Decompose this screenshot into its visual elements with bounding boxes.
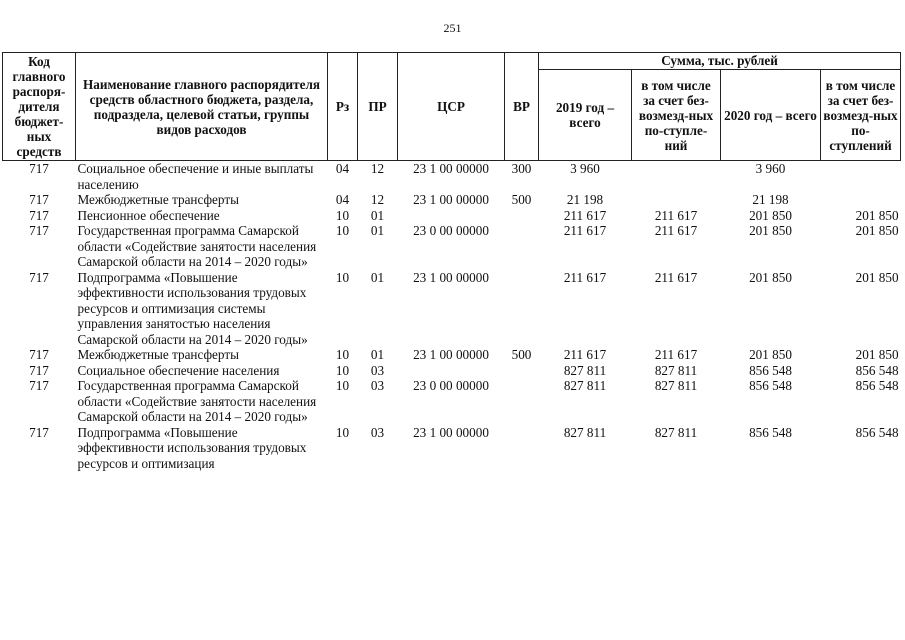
header-2020-total: 2020 год – всего bbox=[721, 70, 821, 161]
table-row bbox=[3, 192, 901, 208]
table-body bbox=[3, 161, 901, 472]
cell-2020-total: 856 548 bbox=[749, 424, 792, 440]
table-row bbox=[3, 347, 901, 363]
cell-2019-total: 211 617 bbox=[563, 207, 607, 223]
cell-2019-total: 211 617 bbox=[563, 223, 607, 238]
cell-pr: 12 bbox=[370, 192, 385, 207]
cell-rz: 10 bbox=[335, 207, 350, 223]
cell-vr bbox=[505, 363, 539, 379]
header-pr: ПР bbox=[358, 53, 398, 161]
cell-2019-total: 211 617 bbox=[563, 269, 607, 285]
cell-vr bbox=[505, 223, 539, 270]
cell-2020-gratuitous: 201 850 bbox=[855, 347, 899, 362]
cell-2020-total: 201 850 bbox=[749, 347, 792, 362]
cell-name: Межбюджетные трансферты bbox=[77, 347, 239, 362]
cell-2020-total: 21 198 bbox=[752, 192, 789, 207]
cell-code: 717 bbox=[29, 269, 49, 285]
cell-pr: 01 bbox=[370, 223, 385, 238]
cell-name: Государственная программа Самарской области «Содействие занятости населения Самарской области на 2014 – 2020 годы» bbox=[77, 223, 317, 269]
cell-rz: 10 bbox=[335, 269, 350, 285]
cell-2020-gratuitous: 856 548 bbox=[855, 424, 899, 440]
cell-pr: 03 bbox=[370, 362, 385, 378]
cell-name: Социальное обеспечение населения bbox=[77, 362, 280, 378]
header-2019-gratuitous: в том числе за счет без-возмезд-ных по-ступле-ний bbox=[632, 70, 721, 161]
cell-code: 717 bbox=[29, 207, 49, 223]
cell-pr: 01 bbox=[370, 207, 385, 223]
cell-2020-total: 201 850 bbox=[749, 269, 792, 285]
cell-2020-gratuitous: 201 850 bbox=[855, 207, 899, 223]
table-row bbox=[3, 270, 901, 348]
cell-code: 717 bbox=[29, 192, 49, 207]
cell-2020-gratuitous: 201 850 bbox=[855, 269, 899, 285]
cell-csr: 23 0 00 00000 bbox=[413, 378, 489, 393]
header-sum: Сумма, тыс. рублей bbox=[539, 53, 901, 70]
cell-2020-total: 3 960 bbox=[755, 161, 786, 176]
table-row bbox=[3, 378, 901, 425]
cell-vr: 300 bbox=[511, 161, 532, 176]
cell-code: 717 bbox=[29, 223, 49, 238]
cell-rz: 10 bbox=[335, 378, 350, 393]
cell-vr: 500 bbox=[511, 192, 532, 207]
cell-csr bbox=[398, 363, 505, 379]
cell-2019-gratuitous: 211 617 bbox=[654, 223, 698, 238]
cell-vr bbox=[505, 378, 539, 425]
cell-code: 717 bbox=[29, 347, 49, 362]
page-number: 251 bbox=[443, 21, 462, 35]
cell-name: Межбюджетные трансферты bbox=[77, 192, 239, 207]
cell-pr: 01 bbox=[370, 269, 385, 285]
cell-2019-gratuitous: 211 617 bbox=[654, 269, 698, 285]
cell-2019-total: 827 811 bbox=[563, 362, 607, 378]
table-row bbox=[3, 223, 901, 270]
cell-2020-total: 856 548 bbox=[749, 378, 792, 393]
cell-pr: 12 bbox=[370, 161, 385, 176]
cell-csr bbox=[398, 208, 505, 224]
cell-vr: 500 bbox=[511, 347, 532, 362]
cell-2020-total: 201 850 bbox=[749, 207, 792, 223]
cell-2019-total: 21 198 bbox=[566, 192, 604, 207]
cell-2019-gratuitous bbox=[632, 161, 721, 193]
table-row bbox=[3, 425, 901, 472]
cell-2020-gratuitous: 856 548 bbox=[855, 362, 899, 378]
cell-pr: 01 bbox=[370, 347, 385, 362]
cell-csr: 23 0 00 00000 bbox=[413, 223, 489, 238]
cell-csr: 23 1 00 00000 bbox=[413, 192, 489, 207]
cell-name: Государственная программа Самарской области «Содействие занятости населения Самарской области на 2014 – 2020 годы» bbox=[77, 378, 317, 424]
table-row bbox=[3, 363, 901, 379]
header-rz: Рз bbox=[328, 53, 358, 161]
cell-vr bbox=[505, 270, 539, 348]
cell-2019-total: 827 811 bbox=[563, 424, 607, 440]
cell-name: Подпрограмма «Повышение эффективности использования трудовых ресурсов и оптимизация bbox=[77, 424, 307, 471]
cell-csr: 23 1 00 00000 bbox=[413, 424, 489, 440]
cell-vr bbox=[505, 208, 539, 224]
cell-csr: 23 1 00 00000 bbox=[413, 161, 489, 176]
cell-rz: 10 bbox=[335, 223, 350, 238]
header-name: Наименование главного распорядителя средств областного бюджета, раздела, подраздела, целевой статьи, группы видов расходов bbox=[76, 53, 328, 161]
cell-code: 717 bbox=[29, 378, 49, 393]
header-2020-gratuitous: в том числе за счет без-возмезд-ных по-ступлений bbox=[821, 70, 901, 161]
cell-pr: 03 bbox=[370, 424, 385, 440]
cell-rz: 10 bbox=[335, 362, 350, 378]
cell-name: Социальное обеспечение и иные выплаты населению bbox=[77, 161, 314, 192]
cell-name: Пенсионное обеспечение bbox=[77, 207, 220, 223]
table-row bbox=[3, 161, 901, 193]
cell-2019-gratuitous: 211 617 bbox=[654, 347, 698, 362]
cell-rz: 04 bbox=[335, 192, 350, 207]
cell-2019-gratuitous: 827 811 bbox=[654, 362, 698, 378]
table-row bbox=[3, 208, 901, 224]
cell-2019-total: 827 811 bbox=[563, 378, 607, 393]
budget-table bbox=[2, 52, 901, 471]
cell-rz: 04 bbox=[335, 161, 350, 176]
header-vr: ВР bbox=[505, 53, 539, 161]
cell-2019-gratuitous: 827 811 bbox=[654, 424, 698, 440]
cell-2019-total: 211 617 bbox=[563, 347, 607, 362]
cell-2020-total: 856 548 bbox=[749, 362, 792, 378]
cell-2020-gratuitous bbox=[821, 161, 901, 193]
cell-vr bbox=[505, 425, 539, 472]
cell-2019-gratuitous: 211 617 bbox=[654, 207, 698, 223]
cell-csr: 23 1 00 00000 bbox=[413, 269, 489, 285]
cell-2020-gratuitous: 856 548 bbox=[855, 378, 899, 393]
cell-2020-total: 201 850 bbox=[749, 223, 792, 238]
cell-2019-gratuitous: 827 811 bbox=[654, 378, 698, 393]
cell-2019-gratuitous bbox=[632, 192, 721, 208]
cell-name: Подпрограмма «Повышение эффективности использования трудовых ресурсов и оптимизация системы управления занятостью населения Самарской области на 2014 – 2020 годы» bbox=[77, 269, 308, 347]
cell-csr: 23 1 00 00000 bbox=[413, 347, 489, 362]
cell-code: 717 bbox=[29, 424, 49, 440]
cell-pr: 03 bbox=[370, 378, 385, 393]
cell-2020-gratuitous: 201 850 bbox=[855, 223, 899, 238]
table-header bbox=[3, 53, 901, 161]
cell-code: 717 bbox=[29, 161, 49, 176]
cell-2019-total: 3 960 bbox=[570, 161, 600, 176]
cell-rz: 10 bbox=[335, 424, 350, 440]
header-csr: ЦСР bbox=[398, 53, 505, 161]
header-code: Код главного распоря-дителя бюджет-ных средств bbox=[3, 53, 76, 161]
cell-2020-gratuitous bbox=[821, 192, 901, 208]
cell-code: 717 bbox=[29, 362, 49, 378]
header-2019-total: 2019 год – всего bbox=[539, 70, 632, 161]
cell-rz: 10 bbox=[335, 347, 350, 362]
